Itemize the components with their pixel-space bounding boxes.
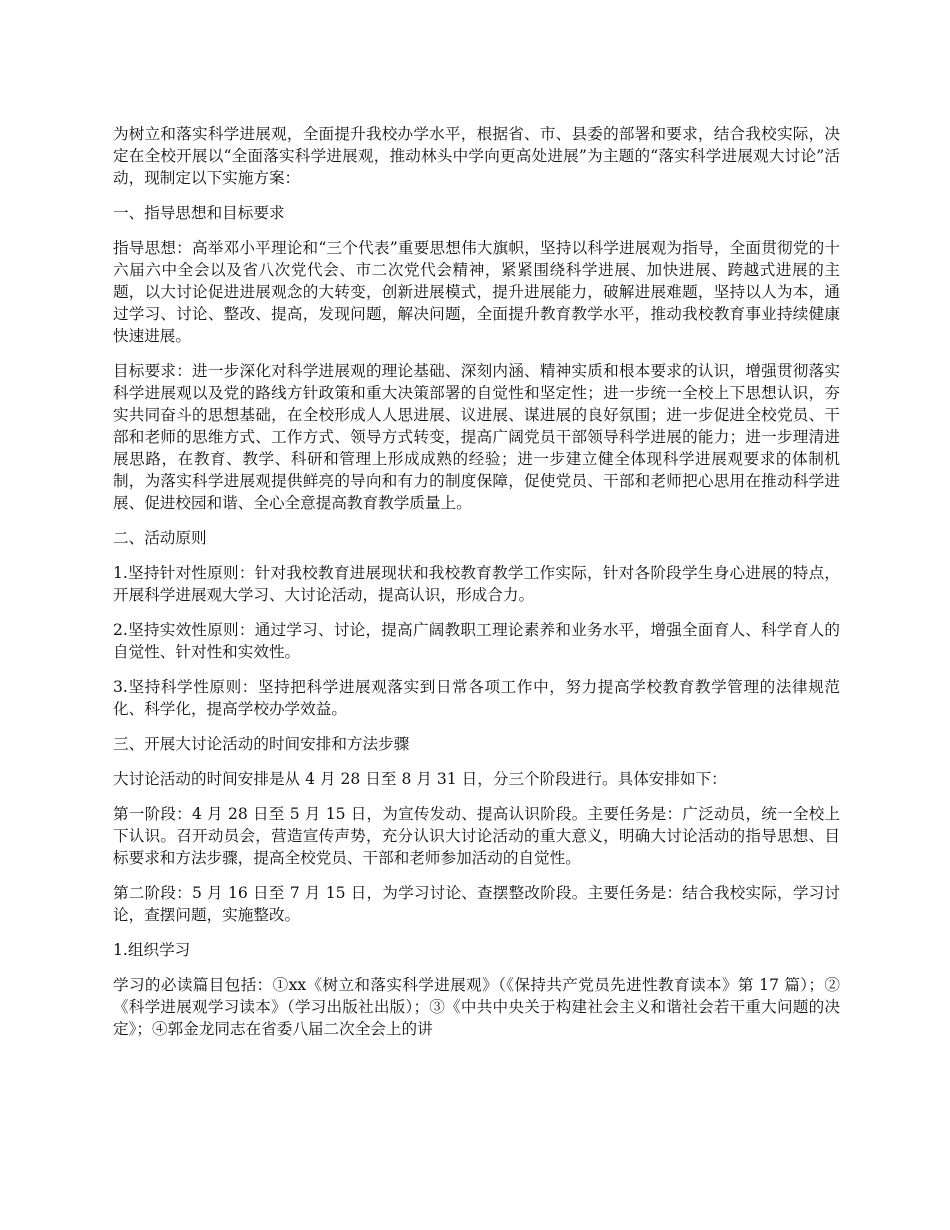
principle-1-paragraph: 1.坚持针对性原则：针对我校教育进展现状和我校教育教学工作实际，针对各阶段学生身心进展的特点，开展科学进展观大学习、大讨论活动，提高认识，形成合力。 bbox=[113, 564, 840, 604]
section-heading-2: 二、活动原则 bbox=[113, 529, 207, 547]
phase-1-paragraph: 第一阶段：4 月 28 日至 5 月 15 日，为宣传发动、提高认识阶段。主要任务是：广泛动员，统一全校上下认识。召开动员会，营造宣传声势，充分认识大讨论活动的重大意义，明确大讨论活动的指导思想、目标要求和方法步骤，提高全校党员、干部和老师参加活动的自觉性。 bbox=[113, 805, 840, 867]
goals-paragraph: 目标要求：进一步深化对科学进展观的理论基础、深刻内涵、精神实质和根本要求的认识，增强贯彻落实科学进展观以及党的路线方针政策和重大决策部署的自觉性和坚定性；进一步统一全校上下思想认识，夯实共同奋斗的思想基础，在全校形成人人思进展、议进展、谋进展的良好氛围；进一步促进全校党员、干部和老师的思维方式、工作方式、领导方式转变，提高广阔党员干部领导科学进展的能力；进一步理清进展思路，在教育、教学、科研和管理上形成成熟的经验；进一步建立健全体现科学进展观要求的体制机制，为落实科学进展观提供鲜亮的导向和有力的制度保障，促使党员、干部和老师把心思用在推动科学进展、促进校园和谐、全心全意提高教育教学质量上。 bbox=[113, 362, 840, 512]
intro-paragraph: 为树立和落实科学进展观，全面提升我校办学水平，根据省、市、县委的部署和要求，结合我校实际，决定在全校开展以“全面落实科学进展观，推动林头中学向更高处进展”为主题的“落实科学进展观大讨论”活动，现制定以下实施方案： bbox=[113, 125, 840, 187]
readings-paragraph: 学习的必读篇目包括：①xx《树立和落实科学进展观》（《保持共产党员先进性教育读本》第 17 篇）；②《科学进展观学习读本》（学习出版社出版）；③《中共中央关于构建社会主义和谐社会若干重大问题的决定》；④郭金龙同志在省委八届二次全会上的讲 bbox=[113, 976, 840, 1038]
phase-2-paragraph: 第二阶段：5 月 16 日至 7 月 15 日，为学习讨论、查摆整改阶段。主要任务是：结合我校实际，学习讨论，查摆问题，实施整改。 bbox=[113, 884, 840, 924]
principle-2-paragraph: 2.坚持实效性原则：通过学习、讨论，提高广阔教职工理论素养和业务水平，增强全面育人、科学育人的自觉性、针对性和实效性。 bbox=[113, 621, 840, 661]
principle-3-paragraph: 3.坚持科学性原则：坚持把科学进展观落实到日常各项工作中，努力提高学校教育教学管理的法律规范化、科学化，提高学校办学效益。 bbox=[113, 678, 840, 718]
section-heading-3: 三、开展大讨论活动的时间安排和方法步骤 bbox=[113, 735, 410, 753]
section-heading-1: 一、指导思想和目标要求 bbox=[113, 204, 285, 222]
schedule-paragraph: 大讨论活动的时间安排是从 4 月 28 日至 8 月 31 日，分三个阶段进行。具体安排如下： bbox=[113, 770, 727, 788]
guiding-thought-paragraph: 指导思想：高举邓小平理论和“三个代表”重要思想伟大旗帜，坚持以科学进展观为指导，全面贯彻党的十六届六中全会以及省八次党代会、市二次党代会精神，紧紧围绕科学进展、加快进展、跨越式进展的主题，以大讨论促进进展观念的大转变，创新进展模式，提升进展能力，破解进展难题，坚持以人为本，通过学习、讨论、整改、提高，发现问题，解决问题，全面提升教育教学水平，推动我校教育事业持续健康快速进展。 bbox=[113, 239, 840, 345]
subsection-heading-1: 1.组织学习 bbox=[113, 941, 191, 959]
document-body bbox=[113, 123, 840, 1053]
